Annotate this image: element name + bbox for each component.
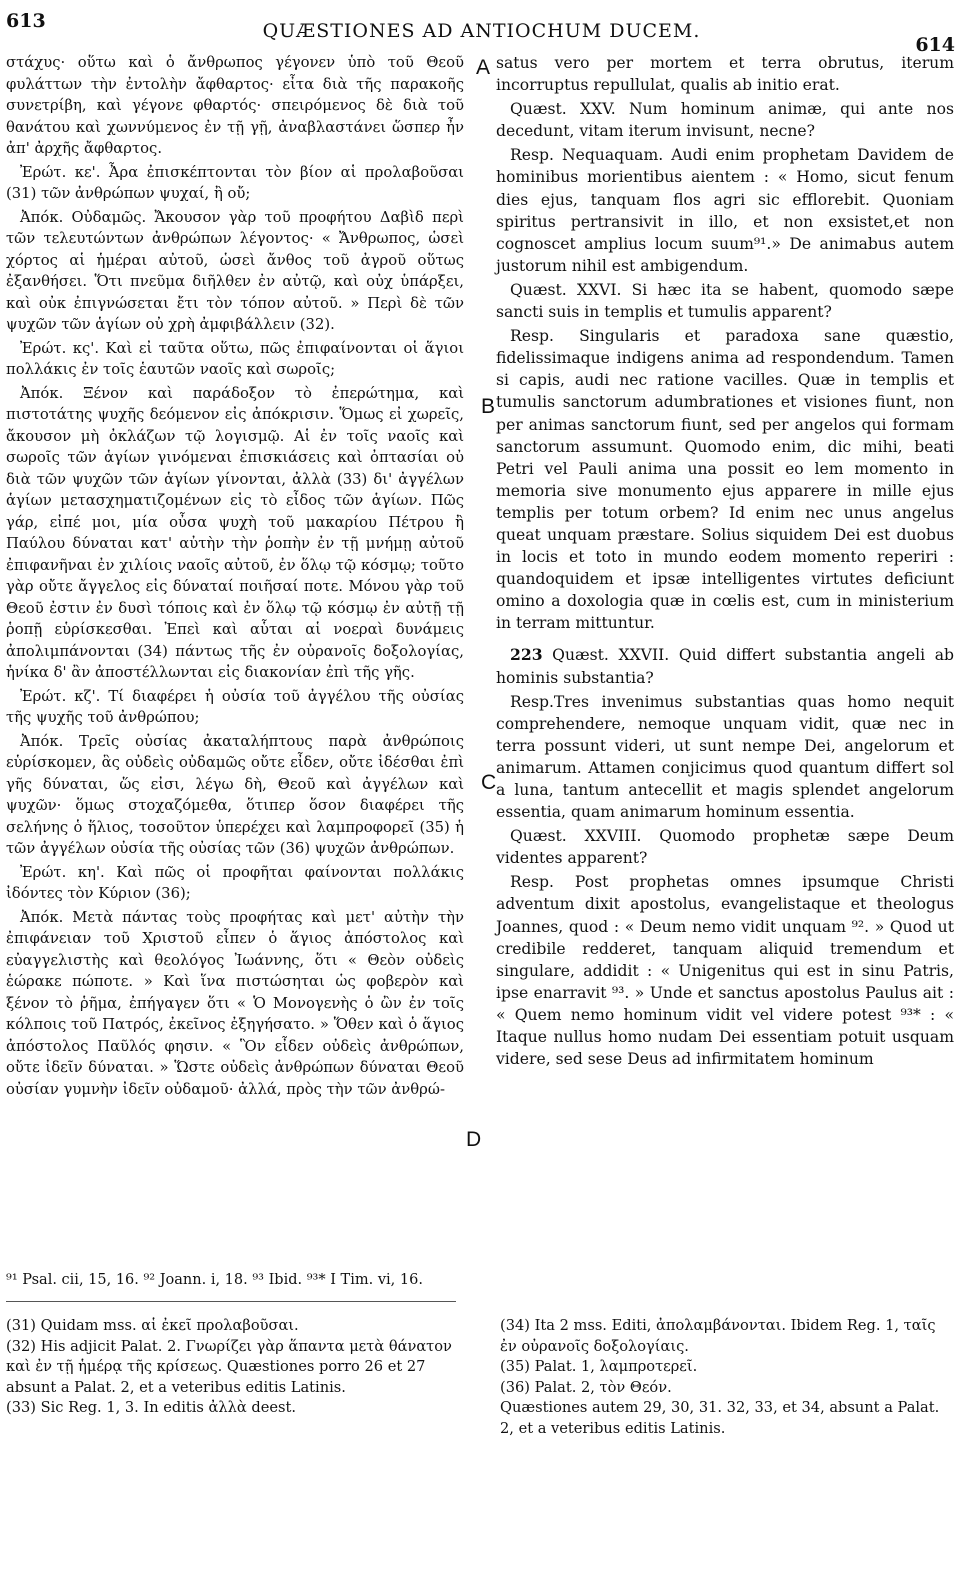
latin-question: Quæst. XXV. Num hominum animæ, qui ante nos decedunt, vitam iterum invisunt, necne? xyxy=(496,100,954,141)
latin-paragraph: satus vero per mortem et terra obrutus, iterum incorruptus repullulat, qualis ab initio erat. xyxy=(496,54,954,95)
greek-question: Ἐρώτ. κη'. Καὶ πῶς οἱ προφῆται φαίνονται πολλάκις ἰδόντες τὸν Κύριον (36); xyxy=(6,863,464,902)
footnote-divider xyxy=(6,1301,456,1302)
footnote: Quæstiones autem 29, 30, 31. 32, 33, et 34, absunt a Palat. 2, et a veteribus editis Latinis. xyxy=(500,1399,940,1437)
latin-answer: Resp. Nequaquam. Audi enim prophetam Davidem de hominibus morientibus aientem : « Homo, sicut fenum dies ejus, tanquam flos agri sic efflorebit. Quoniam spiritus pertransivit in illo, et non exsistet,et non cognoscet amplius locum suum⁹¹.» De animabus autem justorum nihil est ambigendum. xyxy=(496,146,954,275)
latin-question: Quæst. XXVIII. Quomodo prophetæ sæpe Deum videntes apparent? xyxy=(496,827,954,868)
latin-answer: Resp. Post prophetas omnes ipsumque Christi adventum dixit apostolus, evangelistaque et theologus Joannes, quod : « Deum nemo vidit unquam ⁹². » Quod ut credibile redderet, tanquam aliquid tremendum et singulare, addidit : « Unigenitus qui est in sinu Patris, ipse enarravit ⁹³. » Unde et sanctus apostolus Paulus ait : « Quem nemo hominum vidit vel videre potest ⁹³* : « Itaque nullus homo nudam Dei essentiam potuit usquam videre, sed sese Deus ad infirmitatem hominum xyxy=(496,873,954,1069)
latin-question xyxy=(496,644,954,688)
greek-question: Ἐρώτ. κε'. Ἆρα ἐπισκέπτονται τὸν βίον αἱ προλαβοῦσαι (31) τῶν ἀνθρώπων ψυχαί, ἢ οὔ; xyxy=(6,163,464,202)
footnote: (36) Palat. 2, τὸν Θεόν. xyxy=(500,1378,672,1396)
greek-paragraph: στάχυς· οὕτω καὶ ὁ ἄνθρωπος γέγονεν ὑπὸ τοῦ Θεοῦ φυλάττων τὴν ἐντολὴν ἄφθαρτος· εἶτα διὰ τῆς παρακοῆς συνετρίβη, καὶ γέγονε φθαρτός· σπειρόμενος δὲ διὰ τοῦ θανάτου καὶ χωννύμενος ἐν τῇ γῇ, ἀναβλαστάνει ὥσπερ ἦν ἀπ' ἀρχῆς ἄφθαρτος. xyxy=(6,54,464,157)
page-number-left: 613 xyxy=(6,10,46,32)
latin-column xyxy=(496,52,954,1072)
latin-answer: Resp. Singularis et paradoxa sane quæstio, fidelissimaque indigens anima ad respondendum. Tamen si capis, audi nec ratione vacilles. Quæ in templis et tumulis sanctorum adumbrationes et visiones fiunt, non per animas sanctorum fiunt, sed per angelos qui formam sanctorum assumunt. Quomodo enim, dic mihi, beati Petri vel Pauli anima una possit eo lem momento in memoria sive monumento ejus apparere in mille ejus templis per totum orbem? Id enim nec unus angelus queat unquam præstare. Solius siquidem Dei est duobus in locis et toto in mundo eodem momento reperiri : quandoquidem et ipsæ intelligentes virtutes deficiunt omino a doxologia quæ in cœlis est, cum in ministerium in terram mittuntur. xyxy=(496,327,954,633)
page-number-right: 614 xyxy=(915,34,955,56)
greek-question: Ἐρώτ. κζ'. Τί διαφέρει ἡ οὐσία τοῦ ἀγγέλου τῆς οὐσίας τῆς ψυχῆς τοῦ ἀνθρώπου; xyxy=(6,687,464,726)
greek-column xyxy=(6,52,464,1102)
greek-answer: Ἀπόκ. Ξένον καὶ παράδοξον τὸ ἐπερώτημα, καὶ πιστοτάτης ψυχῆς δεόμενον εἰς ἀπόκρισιν. Ὅμως εἰ χωρεῖς, ἄκουσον μὴ ὀκλάζων τῷ λογισμῷ. Αἱ ἐν τοῖς ναοῖς καὶ σωροῖς τῶν ἁγίων γινόμεναι ἐπισκιάσεις καὶ ὀπτασίαι οὐ διὰ τῶν ψυχῶν τῶν ἁγίων γίνονται, ἀλλὰ (33) δι' ἀγγέλων ἁγίων μετασχηματιζομένων εἰς τὸ εἶδος τῶν ἁγίων. Πῶς γάρ, εἰπέ μοι, μία οὖσα ψυχὴ τοῦ μακαρίου Πέτρου ἢ Παύλου δύναται κατ' αὐτὴν τὴν ῥοπὴν ἐν τῇ μνήμῃ αὐτοῦ ἐπιφανῆναι ἐν χιλίοις ναοῖς αὐτοῦ, ἐν ὅλῳ τῷ κόσμῳ; τοῦτο γὰρ οὔτε ἄγγελος εἰς δύναταί ποιῆσαί ποτε. Μόνου γὰρ τοῦ Θεοῦ ἐστιν ἐν δυσὶ τόποις καὶ ἐν ὅλῳ τῷ κόσμῳ ἐν αὐτῇ τῇ ῥοπῇ εὑρίσκεσθαι. Ἐπεὶ καὶ αὗται αἱ νοεραὶ δυνάμεις ἀπολιμπάνονται (34) πάντως τῆς ἐν οὐρανοῖς δοξολογίας, ἡνίκα δ' ἂν ἀποστέλλωνται εἰς διακονίαν ἐπὶ τῆς γῆς. xyxy=(6,384,464,681)
greek-answer: Ἀπόκ. Τρεῖς οὐσίας ἀκαταλήπτους παρὰ ἀνθρώποις εὑρίσκομεν, ἃς οὐδεὶς οὐδαμῶς οὔτε εἶδεν, οὔτε ἰδέσθαι ἐπὶ γῆς δύναται, ὥς εἰσι, λέγω δὴ, Θεοῦ καὶ ἀγγέλων καὶ ψυχῶν· ὅμως στοχαζόμεθα, ὅτιπερ ὅσον διαφέρει τῆς σελήνης ὁ ἥλιος, τοσοῦτον ὑπερέχει καὶ λαμπροφορεῖ (35) ἡ τῶν ἀγγέλων οὐσία τῆς οὐσίας τῶν (36) ψυχῶν ἀνθρώπων. xyxy=(6,732,464,857)
footnote: (33) Sic Reg. 1, 3. In editis ἀλλὰ deest. xyxy=(6,1399,297,1416)
margin-marker-a: A xyxy=(476,56,491,79)
latin-question-text: Quæst. XXVII. Quid differt substantia angeli ab hominis substantia? xyxy=(496,646,954,687)
section-number: 223 xyxy=(510,645,543,665)
page-header xyxy=(0,0,963,56)
greek-question: Ἐρώτ. κς'. Καὶ εἰ ταῦτα οὕτω, πῶς ἐπιφαίνονται οἱ ἅγιοι πολλάκις ἐν τοῖς ἑαυτῶν ναοῖς καὶ σωροῖς; xyxy=(6,339,464,378)
latin-question: Quæst. XXVI. Si hæc ita se habent, quomodo sæpe sancti suis in templis et tumulis apparent? xyxy=(496,280,954,322)
footnotes-right xyxy=(500,1316,950,1439)
margin-marker-b: B xyxy=(481,395,496,418)
margin-marker-c: C xyxy=(481,771,497,794)
footnotes-left xyxy=(6,1316,462,1419)
greek-answer: Ἀπόκ. Μετὰ πάντας τοὺς προφήτας καὶ μετ' αὐτὴν τὴν ἐπιφάνειαν τοῦ Χριστοῦ εἶπεν ὁ ἅγιος ἀπόστολος καὶ εὐαγγελιστὴς καὶ θεολόγος Ἰωάννης, ὅτι « Θεὸν οὐδεὶς ἑώρακε πώποτε. » Καὶ ἵνα πιστώσηται ὡς φοβερὸν καὶ ξένον τὸ ῥῆμα, ἐπήγαγεν ὅτι « Ὁ Μονογενὴς ὁ ὢν ἐν τοῖς κόλποις τοῦ Πατρός, ἐκεῖνος ἐξηγήσατο. » Ὅθεν καὶ ὁ ἅγιος ἀπόστολος Παῦλός φησιν. « Ὃν εἶδεν οὐδεὶς ἀνθρώπων, οὔτε ἰδεῖν δύναται. » Ὥστε οὐδεὶς ἀνθρώπων δύναται Θεοῦ οὐσίαν γυμνὴν ἰδεῖν οὐδαμοῦ· ἀλλά, πρὸς τὴν τῶν ἀνθρώ- xyxy=(6,908,464,1098)
footnote: (35) Palat. 1, λαμπροτερεῖ. xyxy=(500,1358,698,1375)
running-title: QUÆSTIONES AD ANTIOCHUM DUCEM. xyxy=(262,20,701,42)
latin-answer: Resp.Tres invenimus substantias quas homo nequit comprehendere, nemoque unquam vidit, quæ nec in terra possunt videri, ut sunt nempe Dei, angelorum et animarum. Attamen conjicimus quod quantum differt sol a luna, tantum antecellit et magis splendet angelorum essentia, quam animarum hominum essentia. xyxy=(496,692,954,822)
margin-marker-d: D xyxy=(466,1128,482,1151)
footnote: (32) His adjicit Palat. 2. Γνωρίζει γὰρ ἅπαντα μετὰ θάνατον καὶ ἐν τῇ ἡμέρᾳ τῆς κρίσεως. Quæstiones porro 26 et 27 absunt a Palat. 2, et a veteribus editis Latinis. xyxy=(6,1337,452,1396)
scripture-references: ⁹¹ Psal. cii, 15, 16. ⁹² Joann. i, 18. ⁹³ Ibid. ⁹³* I Tim. vi, 16. xyxy=(6,1272,423,1288)
greek-answer: Ἀπόκ. Οὐδαμῶς. Ἄκουσον γὰρ τοῦ προφήτου Δαβὶδ περὶ τῶν τελευτώντων ἀνθρώπων λέγοντος· « Ἄνθρωπος, ὡσεὶ χόρτος αἱ ἡμέραι αὐτοῦ, ὡσεὶ ἄνθος τοῦ ἀγροῦ οὕτως ἐξανθήσει. Ὅτι πνεῦμα διῆλθεν ἐν αὐτῷ, καὶ οὐχ ὑπάρξει, καὶ οὐκ ἐπιγνώσεται ἔτι τὸν τόπον αὐτοῦ. » Περὶ δὲ τῶν ψυχῶν τῶν ἁγίων οὐ χρὴ ἀμφιβάλλειν (32). xyxy=(6,208,464,333)
footnote: (31) Quidam mss. αἱ ἐκεῖ προλαβοῦσαι. xyxy=(6,1317,299,1334)
footnote: (34) Ita 2 mss. Editi, ἀπολαμβάνονται. Ibidem Reg. 1, ταῖς ἐν οὐρανοῖς δοξολογίαις. xyxy=(500,1317,936,1355)
